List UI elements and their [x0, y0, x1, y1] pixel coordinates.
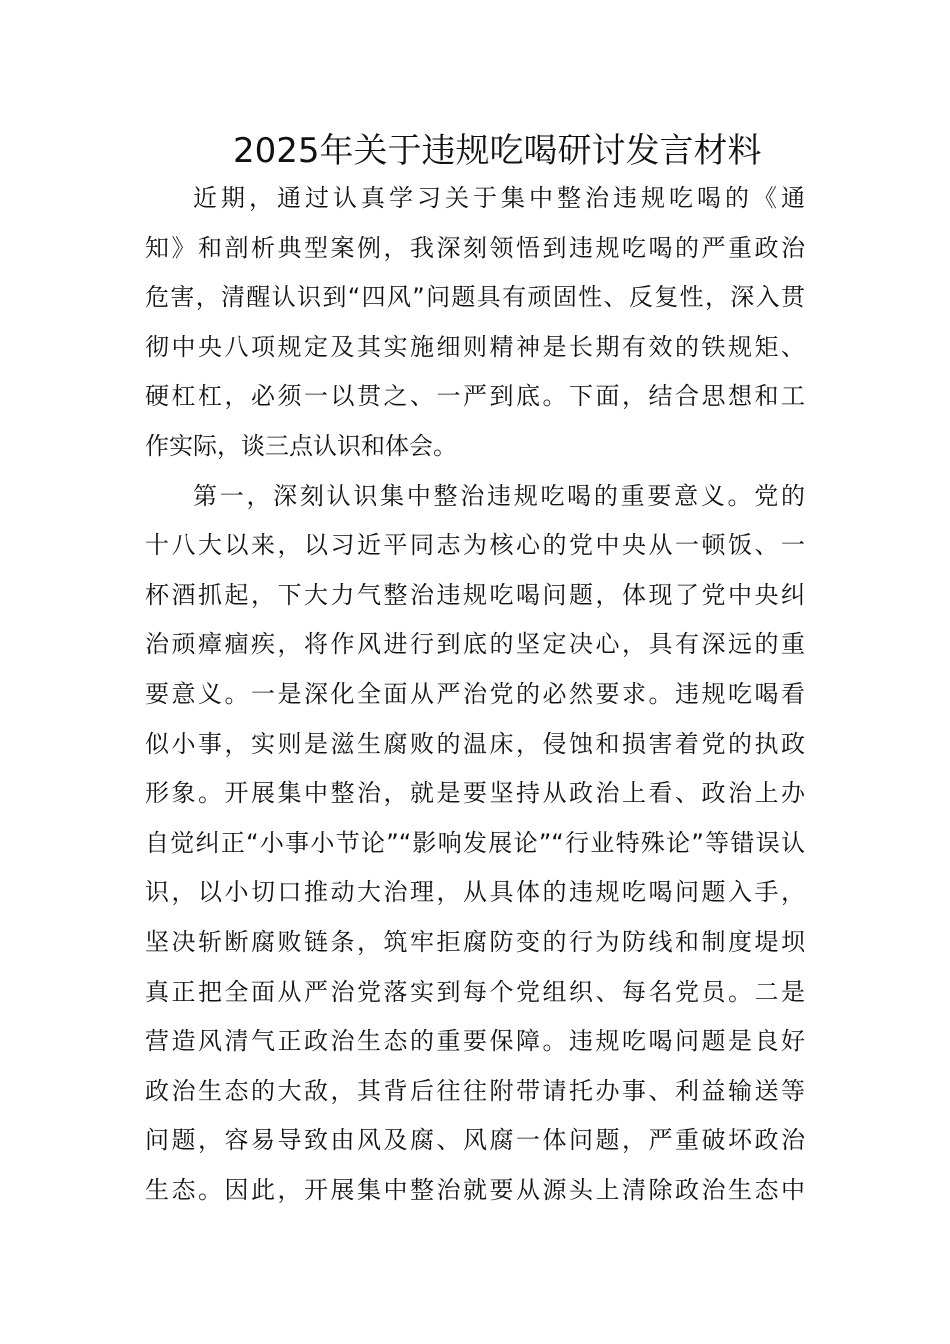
- paragraph-line: 自觉纠正“小事小节论”“影响发展论”“行业特殊论”等错误认: [145, 828, 805, 857]
- paragraph-first-point: [145, 472, 805, 1216]
- paragraph-line: 坚决斩断腐败链条，筑牢拒腐防变的行为防线和制度堤坝: [145, 927, 805, 956]
- paragraph-line: 十八大以来，以习近平同志为核心的党中央从一顿饭、一: [145, 531, 805, 560]
- paragraph-line: 第一，深刻认识集中整治违规吃喝的重要意义。党的: [193, 481, 805, 510]
- document-body: [145, 174, 805, 1215]
- paragraph-line: 知》和剖析典型案例，我深刻领悟到违规吃喝的严重政治: [145, 233, 805, 262]
- paragraph-line: 问题，容易导致由风及腐、风腐一体问题，严重破坏政治: [145, 1126, 805, 1155]
- paragraph-line: 营造风清气正政治生态的重要保障。违规吃喝问题是良好: [145, 1027, 805, 1056]
- paragraph-line: 近期，通过认真学习关于集中整治违规吃喝的《通: [193, 184, 805, 212]
- paragraph-line: 彻中央八项规定及其实施细则精神是长期有效的铁规矩、: [145, 332, 805, 361]
- paragraph-line: 危害，清醒认识到“四风”问题具有顽固性、反复性，深入贯: [145, 283, 805, 312]
- paragraph-line: 治顽瘴痼疾，将作风进行到底的坚定决心，具有深远的重: [145, 630, 805, 659]
- paragraph-line: 识，以小切口推动大治理，从具体的违规吃喝问题入手，: [145, 878, 805, 907]
- paragraph-line: 生态。因此，开展集中整治就要从源头上清除政治生态中: [145, 1175, 805, 1204]
- paragraph-line: 似小事，实则是滋生腐败的温床，侵蚀和损害着党的执政: [145, 729, 805, 758]
- paragraph-line: 政治生态的大敌，其背后往往附带请托办事、利益输送等: [145, 1076, 805, 1105]
- paragraph-line: 硬杠杠，必须一以贯之、一严到底。下面，结合思想和工: [145, 382, 805, 411]
- document-title: 2025年关于违规吃喝研讨发言材料: [233, 131, 762, 171]
- paragraph-intro: [145, 174, 805, 472]
- paragraph-line: 杯酒抓起，下大力气整治违规吃喝问题，体现了党中央纠: [145, 580, 805, 609]
- paragraph-line: 作实际，谈三点认识和体会。: [145, 431, 457, 460]
- paragraph-line: 真正把全面从严治党落实到每个党组织、每名党员。二是: [145, 977, 805, 1006]
- paragraph-line: 要意义。一是深化全面从严治党的必然要求。违规吃喝看: [145, 679, 805, 708]
- paragraph-line: 形象。开展集中整治，就是要坚持从政治上看、政治上办: [145, 779, 805, 808]
